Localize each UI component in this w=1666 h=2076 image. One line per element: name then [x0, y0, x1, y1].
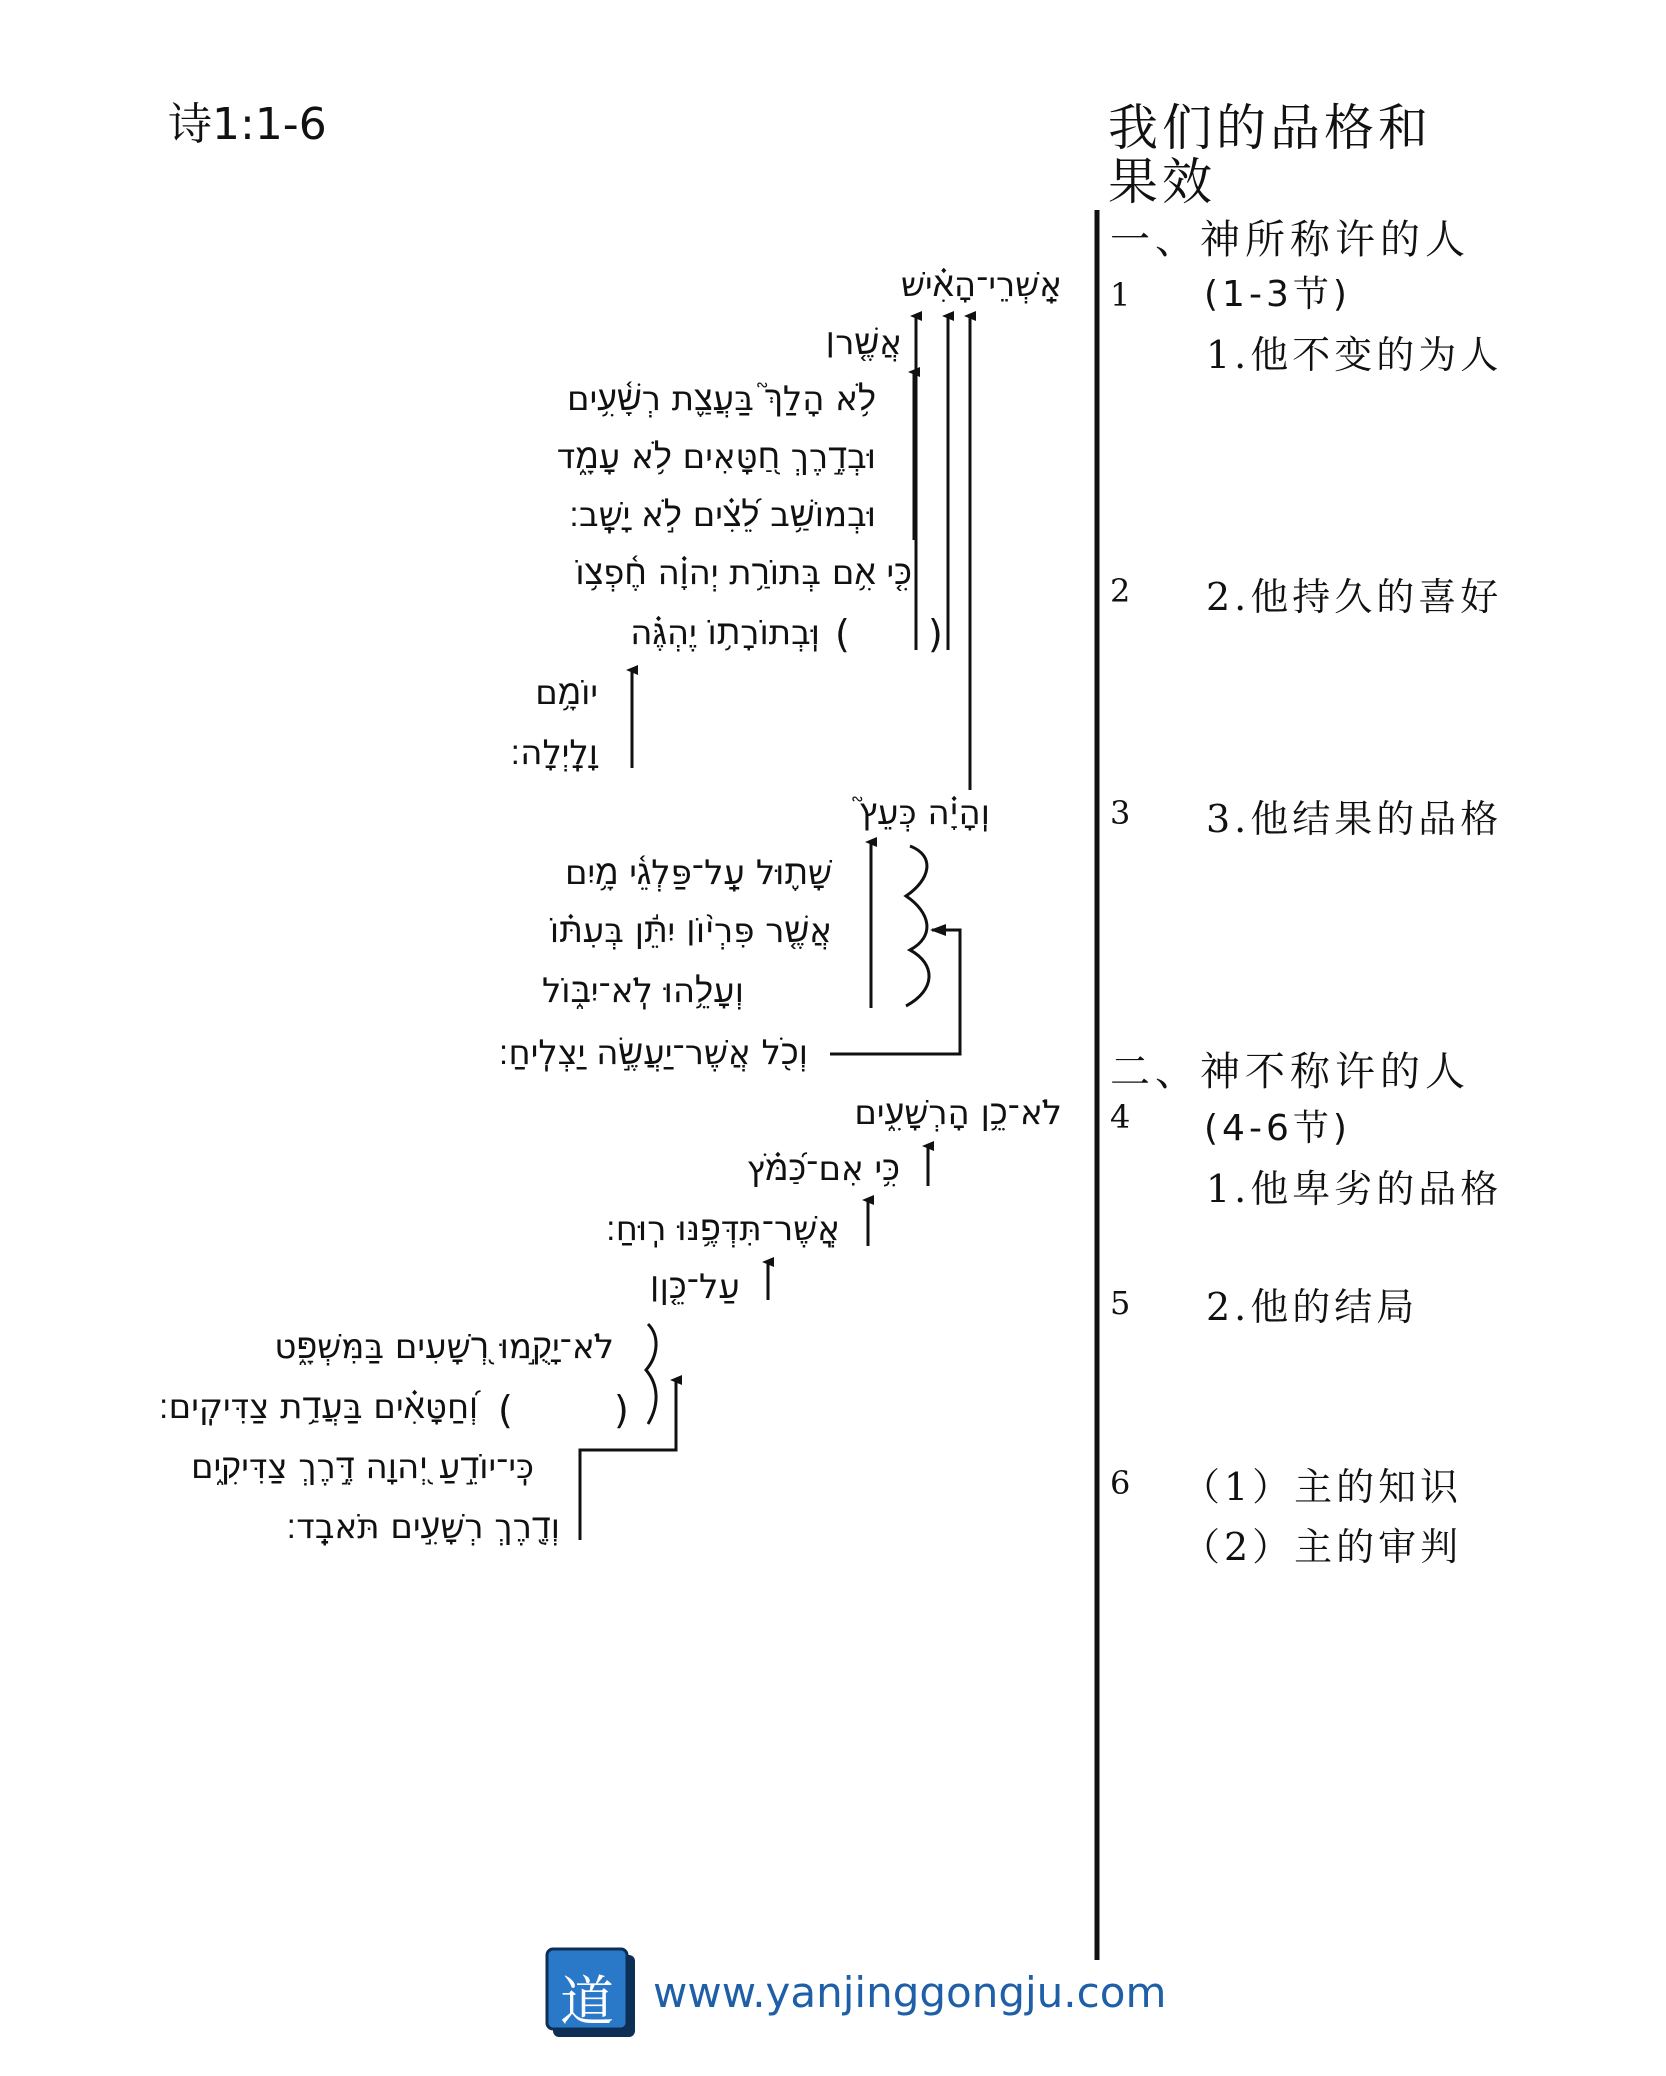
outline-item: 2.他的结局: [1206, 1285, 1419, 1329]
hebrew-line: כִּֽי־יוֹדֵ֣עַ יְ֭הוָה דֶּ֣רֶךְ צַדִּיקִ֑ים: [191, 1447, 534, 1487]
verse-number: 3: [1110, 794, 1131, 832]
section-range: (4-6节): [1204, 1108, 1351, 1149]
verse-number: 1: [1110, 276, 1131, 314]
hebrew-line: וָלָֽיְלָה׃: [510, 733, 598, 773]
paren-close: ): [928, 612, 943, 656]
connector-1: [830, 930, 960, 1054]
hebrew-line: כִּ֤י אִ֥ם בְּתוֹרַ֥ת יְהוָ֗ה חֶ֫פְצ֥וֹ: [575, 553, 912, 593]
page-title-line2: 果效: [1108, 153, 1216, 211]
brace-1: [906, 846, 929, 1006]
hebrew-line: עַל־כֵּ֤ן׀: [649, 1267, 740, 1307]
outline-item: （2）主的审判: [1182, 1525, 1463, 1569]
hebrew-line: אֲשֶׁ֤ר׀: [825, 323, 902, 363]
footer-url[interactable]: www.yanjinggongju.com: [653, 1968, 1167, 2017]
hebrew-line: וְ֝חַטָּאִ֗ים בַּעֲדַ֥ת צַדִּיקִֽים׃: [158, 1387, 478, 1427]
outline-item: 3.他结果的品格: [1206, 797, 1503, 841]
hebrew-line: לֹא־יָקֻ֣מוּ רְ֭שָׁעִים בַּמִּשְׁפָּ֑ט: [274, 1327, 614, 1367]
logo-glyph: 道: [560, 1970, 614, 2033]
hebrew-line: שָׁת֪וּל עַֽל־פַּלְגֵ֫י מָ֥יִם: [564, 853, 832, 893]
hebrew-line: וּבְדֶ֣רֶךְ חַ֭טָּאִים לֹ֥א עָמָ֑ד: [556, 437, 876, 477]
section-heading: 一、神所称许的人: [1110, 217, 1470, 263]
section-range: (1-3节): [1204, 274, 1351, 315]
hebrew-line: וּֽבְתוֹרָת֥וֹ יֶהְגֶּ֗ה: [630, 613, 820, 653]
brace-2: [646, 1324, 656, 1424]
hebrew-line: אֲשֶׁ֤ר פִּרְי֨וֹ׀ יִתֵּ֬ן בְּעִתּ֗וֹ: [549, 911, 832, 951]
outline-item: 2.他持久的喜好: [1206, 575, 1503, 619]
outline-item: 1.他不变的为人: [1206, 333, 1503, 377]
section-heading: 二、神不称许的人: [1110, 1049, 1470, 1095]
verse-number: 6: [1110, 1464, 1131, 1502]
hebrew-line: יוֹמָ֥ם: [535, 673, 598, 713]
hebrew-line: וּבְמוֹשַׁ֥ב לֵ֝צִ֗ים לֹ֣א יָשָֽׁב׃: [569, 495, 876, 535]
hebrew-line: וְדֶ֖רֶךְ רְשָׁעִ֣ים תֹּאבֵֽד׃: [286, 1507, 560, 1547]
hebrew-line: לֹא־כֵ֥ן הָרְשָׁעִ֑ים: [854, 1093, 1062, 1133]
outline-item: （1）主的知识: [1182, 1465, 1463, 1509]
hebrew-line: וְֽהָיָ֗ה כְּעֵץ֮: [859, 793, 990, 833]
paren-open: (: [498, 1388, 513, 1432]
site-logo: [545, 1947, 637, 2039]
paren-open: (: [835, 612, 850, 656]
verse-number: 5: [1110, 1284, 1131, 1322]
verse-number: 2: [1110, 572, 1131, 610]
hebrew-line: כִּ֥י אִם־כַּ֝מֹּ֗ץ: [746, 1149, 900, 1189]
hebrew-line: וְכֹ֖ל אֲשֶׁר־יַעֲשֶׂ֣ה יַצְלִֽיחַ׃: [498, 1033, 808, 1073]
passage-reference: 诗1:1-6: [168, 99, 327, 150]
page-title-line1: 我们的品格和: [1108, 99, 1432, 157]
hebrew-line: אַֽשְׁרֵי־הָאִ֗ישׁ: [900, 265, 1062, 305]
verse-number: 4: [1110, 1098, 1131, 1136]
outline-item: 1.他卑劣的品格: [1206, 1167, 1503, 1211]
hebrew-line: אֲֽשֶׁר־תִּדְּפֶ֥נּוּ רֽוּחַ׃: [605, 1209, 840, 1249]
hebrew-line: לֹ֥א הָלַךְ֮ בַּעֲצַ֪ת רְשָׁ֫עִ֥ים: [567, 379, 876, 419]
paren-close: ): [614, 1388, 629, 1432]
hebrew-line: וְעָלֵ֥הוּ לֹֽא־יִבּ֑וֹל: [541, 971, 744, 1011]
